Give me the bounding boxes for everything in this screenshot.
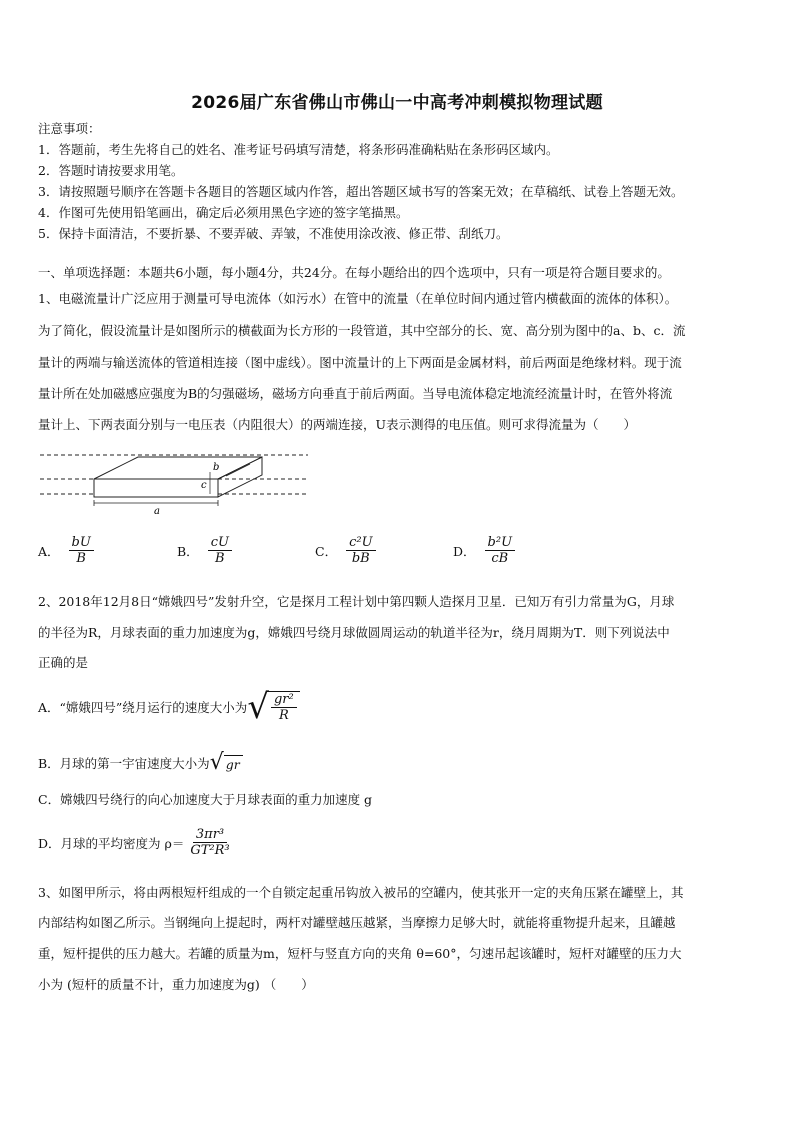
formula: $\frac{\text{b²U}}{cB}$ (485, 535, 516, 566)
option-a[interactable]: A．“嫦娥四号”绕月运行的速度大小为 √ $\frac{\text{gr²}}{R}$ (38, 690, 300, 724)
question-line: 量计上、下两表面分别与一电压表（内阻很大）的两端连接，U表示测得的电压值。则可求得流量为（ ） (38, 417, 637, 432)
question-line: 量计所在处加磁感应强度为B的匀强磁场，磁场方向垂直于前后两面。当导电流体稳定地流经流量计时，在管外将流 (38, 386, 673, 401)
question-line: 2、2018年12月8日“嫦娥四号”发射升空，它是探月工程计划中第四颗人造探月卫星．已知万有引力常量为G，月球 (38, 594, 675, 609)
option-d[interactable]: D． $\frac{\text{b²U}}{cB}$ (453, 535, 518, 566)
notice-item: 1．答题前，考生先将自己的姓名、准考证号码填写清楚，将条形码准确粘贴在条形码区域内。 (38, 142, 559, 157)
question-line: 量计的两端与输送流体的管道相连接（图中虚线）。图中流量计的上下两面是金属材料，前后两面是绝缘材料。现于流 (38, 355, 682, 370)
flowmeter-figure (38, 448, 310, 518)
notice-item: 2．答题时请按要求用笔。 (38, 163, 184, 178)
question-line: 正确的是 (38, 655, 89, 670)
box-side-face (218, 457, 262, 497)
question-line: 的半径为R，月球表面的重力加速度为g，嫦娥四号绕月球做圆周运动的轨道半径为r，绕月周期为T．则下列说法中 (38, 625, 670, 640)
formula: $\frac{\text{c²U}}{bB}$ (346, 535, 375, 566)
label-a: a (154, 506, 160, 517)
notice-heading: 注意事项： (38, 121, 101, 136)
formula: $\frac{bU}{B}$ (69, 535, 94, 566)
formula: $\frac{\text{3πr³}}{\text{GT²R³}}$ (190, 827, 230, 858)
question-line: 1、电磁流量计广泛应用于测量可导电流体（如污水）在管中的流量（在单位时间内通过管内横截面的流体的体积）。 (38, 291, 678, 306)
box-front-face (94, 479, 218, 497)
section-heading: 一、单项选择题：本题共6小题，每小题4分，共24分。在每小题给出的四个选项中，只有一项是符合题目要求的。 (38, 265, 670, 280)
label-b: b (213, 462, 220, 473)
option-c[interactable]: C． $\frac{\text{c²U}}{bB}$ (315, 535, 379, 566)
question-line: 为了简化，假设流量计是如图所示的横截面为长方形的一段管道，其中空部分的长、宽、高分别为图中的a、b、c．流 (38, 323, 686, 338)
notice-item: 5．保持卡面清洁，不要折暴、不要弄破、弄皱，不准使用涂改液、修正带、刮纸刀。 (38, 226, 509, 241)
question-line: 内部结构如图乙所示。当钢绳向上提起时，两杆对罐壁越压越紧，当摩擦力足够大时，就能将重物提升起来，且罐越 (38, 915, 676, 930)
sqrt-formula: √ gr (210, 752, 243, 774)
option-b[interactable]: B．月球的第一宇宙速度大小为 √ gr (38, 752, 243, 774)
question-line: 小为 (短杆的质量不计，重力加速度为g) （ ） (38, 977, 314, 992)
question-line: 3、如图甲所示，将由两根短杆组成的一个自锁定起重吊钩放入被吊的空罐内，使其张开一定的夹角压紧在罐壁上，其 (38, 885, 684, 900)
dimension-b-line (226, 464, 250, 476)
option-c[interactable]: C．嫦娥四号绕行的向心加速度大于月球表面的重力加速度 g (38, 792, 373, 807)
page-title: 2026届广东省佛山市佛山一中高考冲刺模拟物理试题 (191, 93, 603, 113)
question-line: 重，短杆提供的压力越大。若罐的质量为m，短杆与竖直方向的夹角 θ=60°，匀速吊起该罐时，短杆对罐壁的压力大 (38, 946, 682, 961)
notice-item: 4．作图可先使用铅笔画出，确定后必须用黑色字迹的签字笔描黑。 (38, 205, 409, 220)
option-b[interactable]: B． $\frac{cU}{B}$ (177, 535, 235, 566)
box-top-face (94, 457, 262, 479)
label-c: c (201, 480, 207, 491)
option-a[interactable]: A． $\frac{bU}{B}$ (38, 535, 97, 566)
notice-item: 3．请按照题号顺序在答题卡各题目的答题区域内作答，超出答题区域书写的答案无效；在草稿纸、试卷上答题无效。 (38, 184, 684, 199)
formula: $\frac{cU}{B}$ (208, 535, 232, 566)
option-d[interactable]: D．月球的平均密度为 ρ＝ $\frac{\text{3πr³}}{\text{GT²R³}}$ (38, 827, 236, 858)
sqrt-formula: √ $\frac{\text{gr²}}{R}$ (247, 690, 299, 724)
